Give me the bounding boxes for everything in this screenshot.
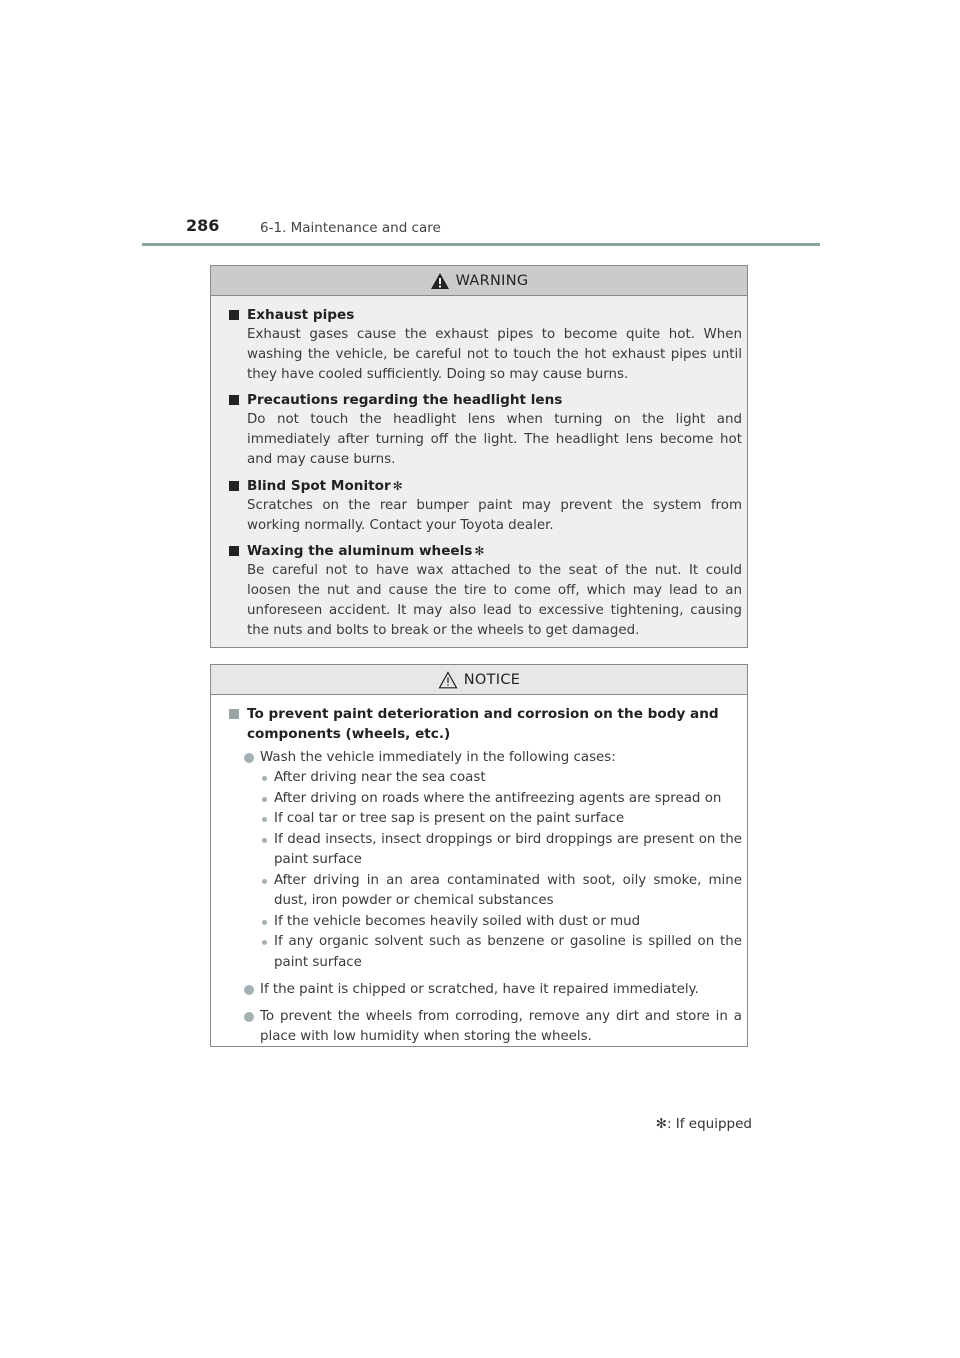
warning-triangle-icon xyxy=(430,272,450,290)
footnote xyxy=(656,1116,752,1132)
warning-box xyxy=(210,265,748,648)
if-equipped-star: ✻ xyxy=(474,544,485,559)
section-title: 6-1. Maintenance and care xyxy=(260,220,441,236)
warning-section-title: Blind Spot Monitor ✻ xyxy=(229,476,742,496)
warning-section xyxy=(229,390,742,469)
bullet-dot xyxy=(244,753,254,763)
notice-subitem: After driving on roads where the antifreezing agents are spread on xyxy=(229,789,742,810)
bullet-dot xyxy=(244,1012,254,1022)
notice-box xyxy=(210,664,748,1047)
notice-subitem: If coal tar or tree sap is present on the paint surface xyxy=(229,809,742,830)
if-equipped-star: ✻ xyxy=(392,478,403,493)
warning-section-text: Exhaust gases cause the exhaust pipes to become quite hot. When washing the vehicle, be careful not to touch the hot exhaust pipes until they have cooled sufficiently. Doing so may cause burns. xyxy=(247,327,742,382)
warning-title: WARNING xyxy=(455,272,529,289)
notice-subitem: After driving near the sea coast xyxy=(229,768,742,789)
notice-subitem: If dead insects, insect droppings or bird droppings are present on the paint surface xyxy=(229,830,742,871)
page-number: 286 xyxy=(186,216,220,235)
footnote-text: : If equipped xyxy=(666,1116,752,1132)
header-rule xyxy=(142,243,820,246)
warning-section-text: Be careful not to have wax attached to the seat of the nut. It could loosen the nut and cause the tire to come off, which may lead to an unforeseen accident. It may also lead to excessive tightening, causing the nuts and bolts to break or the wheels to get damaged. xyxy=(247,563,742,638)
notice-subitem: If the vehicle becomes heavily soiled with dust or mud xyxy=(229,912,742,933)
notice-subitem: If any organic solvent such as benzene or gasoline is spilled on the paint surface xyxy=(229,932,742,973)
notice-title: NOTICE xyxy=(463,671,521,688)
warning-section xyxy=(229,541,742,640)
notice-bullet: If the paint is chipped or scratched, have it repaired immediately. xyxy=(229,980,742,1000)
warning-section xyxy=(229,305,742,384)
notice-section-title: To prevent paint deterioration and corrosion on the body and components (wheels, etc.) xyxy=(229,704,742,744)
notice-body xyxy=(211,695,747,1047)
warning-header xyxy=(211,266,747,296)
bullet-dot xyxy=(244,985,254,995)
warning-section-text: Do not touch the headlight lens when turning on the light and immediately after turning off the light. The headlight lens become hot and may cause burns. xyxy=(247,412,742,467)
caution-triangle-icon xyxy=(438,671,458,689)
notice-subitem: After driving in an area contaminated with soot, oily smoke, mine dust, iron powder or chemical substances xyxy=(229,871,742,912)
notice-bullet: Wash the vehicle immediately in the following cases: xyxy=(229,748,742,768)
footnote-symbol: ✻ xyxy=(655,1116,667,1132)
warning-section-title: Exhaust pipes xyxy=(229,305,742,325)
warning-body xyxy=(211,296,747,641)
notice-bullet: To prevent the wheels from corroding, remove any dirt and store in a place with low humidity when storing the wheels. xyxy=(229,1007,742,1047)
warning-section-title: Waxing the aluminum wheels ✻ xyxy=(229,541,742,561)
warning-section-text: Scratches on the rear bumper paint may prevent the system from working normally. Contact your Toyota dealer. xyxy=(247,497,742,533)
warning-section xyxy=(229,476,742,536)
warning-section-title: Precautions regarding the headlight lens xyxy=(229,390,742,410)
notice-header xyxy=(211,665,747,695)
